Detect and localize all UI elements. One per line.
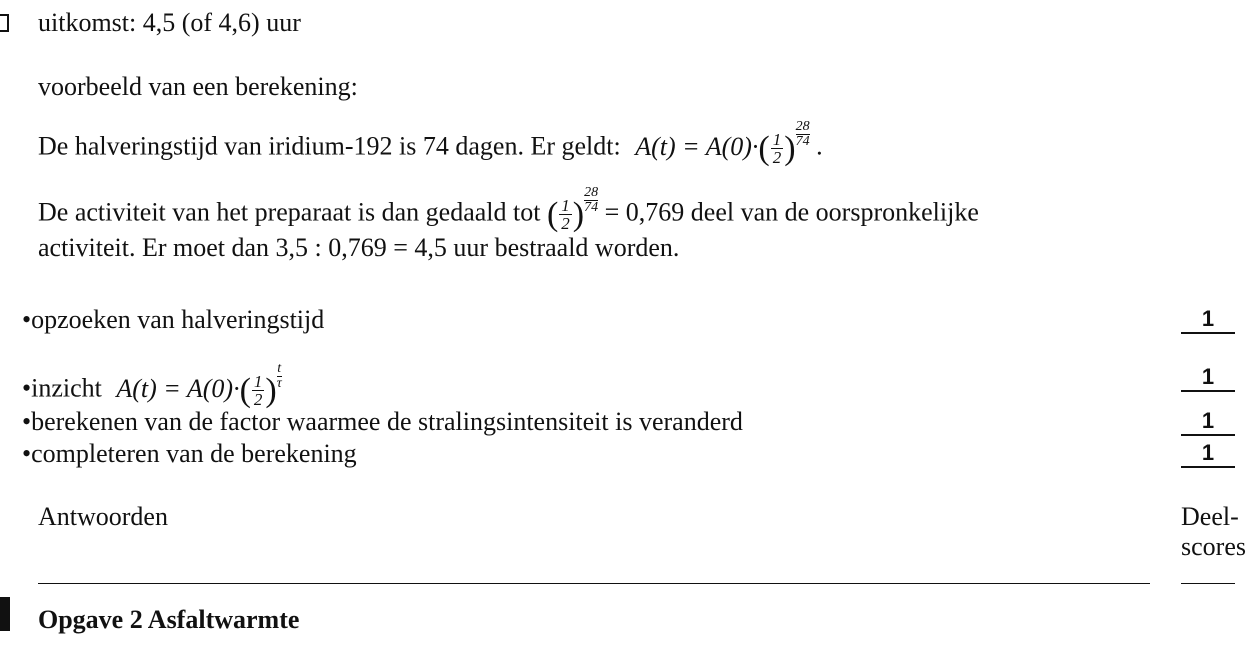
activity-line <box>38 186 979 232</box>
bullet-icon: • <box>22 439 32 468</box>
line1-text: De halveringstijd van iridium-192 is 74 dagen. Er geldt: <box>38 131 621 161</box>
exponent-28-74: $\frac{28}{74}$ <box>795 119 810 149</box>
formula-half-power: ( $\frac{1}{2}$ ) $\frac{28}{74}$ <box>546 185 599 234</box>
criterion-4 <box>22 439 357 469</box>
checkbox-icon <box>0 14 9 32</box>
line3-text-b: uur bestraald worden. <box>453 233 680 262</box>
footer-rule-left <box>38 583 1150 584</box>
criterion-text: inzicht <box>31 373 102 403</box>
bullet-icon: • <box>22 305 32 334</box>
half-fraction: $\frac{1}{2}$ <box>772 130 782 168</box>
formula-a0: A(0) <box>705 131 752 161</box>
score-4: 1 <box>1181 440 1235 468</box>
irradiation-line <box>38 233 679 263</box>
score-3: 1 <box>1181 408 1235 436</box>
section-marker <box>0 597 10 631</box>
line3-calc: 3,5 : 0,769 = 4,5 <box>275 233 447 262</box>
formula-line-1: De halveringstijd van iridium-192 is 74 dagen. Er geldt: A(t) = A(0)·( $\frac{1}{2}$ ) $\frac{28}{74}$ . <box>38 119 823 168</box>
criterion-2 <box>22 362 282 408</box>
formula-general: A(t) = A(0)·( $\frac{1}{2}$ ) $\frac{t}{\tau}$ <box>116 361 282 410</box>
example-intro: voorbeeld van een berekening: <box>38 72 358 101</box>
criterion-3 <box>22 407 743 437</box>
score-2: 1 <box>1181 364 1235 392</box>
formula-lhs: A(t) <box>635 131 676 161</box>
outcome-text: uitkomst: 4,5 (of 4,6) uur <box>38 8 301 37</box>
section-title: Opgave 2 Asfaltwarmte <box>38 605 300 634</box>
line2-result: = 0,769 <box>604 197 685 227</box>
criterion-text: opzoeken van halveringstijd <box>31 305 325 334</box>
bullet-icon: • <box>22 373 32 403</box>
criterion-text: berekenen van de factor waarmee de stralingsintensiteit is veranderd <box>31 407 743 436</box>
formula-eq: = <box>682 131 700 161</box>
footer-rule-right <box>1181 583 1235 584</box>
partial-scores-label-2: scores <box>1181 532 1246 561</box>
line2-text-before: De activiteit van het preparaat is dan gedaald tot <box>38 197 541 227</box>
formula-decay: A(t) = A(0)·( $\frac{1}{2}$ ) $\frac{28}{74}$ <box>635 119 810 168</box>
line2-text-after: deel van de oorspronkelijke <box>690 197 979 227</box>
score-1: 1 <box>1181 306 1235 334</box>
answers-label: Antwoorden <box>38 502 168 531</box>
criterion-1 <box>22 305 324 335</box>
line3-text-a: activiteit. Er moet dan <box>38 233 270 262</box>
partial-scores-label-1: Deel- <box>1181 502 1239 531</box>
bullet-icon: • <box>22 407 32 436</box>
formula-dot: · <box>751 131 759 161</box>
criterion-text: completeren van de berekening <box>31 439 357 468</box>
